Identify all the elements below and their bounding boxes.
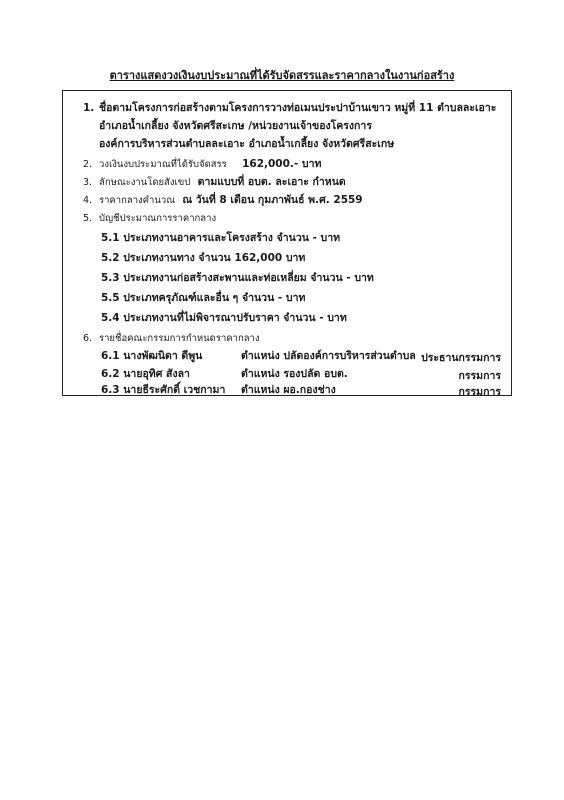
item-6-number: 6. [83,333,93,344]
item-5-sub-4: 5.5 ประเภทครุภัณฑ์และอื่น ๆ จำนวน - บาท [101,292,306,304]
item-5-number: 5. [83,213,93,224]
item-3-value: ตามแบบที่ อบต. ละเอาะ กำหนด [197,176,346,188]
item-2 [83,157,321,172]
item-3-label: ลักษณะงานโดยสังเขป [99,177,191,188]
member-1-name: 6.1 นางพัฒนิดา ดีพูน [101,350,203,362]
member-3-position: ตำแหน่ง ผอ.กองช่าง [241,384,336,396]
item-4-number: 4. [83,195,93,206]
member-1-role: ประธานกรรมการ [421,352,501,364]
member-2-role: กรรมการ [458,370,501,382]
item-4-value: ณ วันที่ 8 เดือน กุมภาพันธ์ พ.ศ. 2559 [182,194,363,206]
item-1-line-1: 1. ชื่อตามโครงการก่อสร้างตามโครงการวางท่อเมนประปาบ้านเขาว หมู่ที่ 11 ตำบลละเอาะ [83,102,497,114]
member-3-role: กรรมการ [458,386,501,398]
item-5-sub-1: 5.1 ประเภทงานอาคารและโครงสร้าง จำนวน - บาท [101,232,341,244]
item-6-label: รายชื่อคณะกรรมการกำหนดราคากลาง [99,333,260,344]
item-5 [83,211,216,226]
item-3 [83,175,346,190]
item-5-sub-5: 5.4 ประเภทงานที่ไม่พิจารณาปรับราคา จำนวน - บาท [101,312,347,324]
member-1-position: ตำแหน่ง ปลัดองค์การบริหารส่วนตำบล [241,350,416,362]
item-3-number: 3. [83,177,93,188]
item-5-sub-2: 5.2 ประเภทงานทาง จำนวน 162,000 บาท [101,252,306,264]
document-title: ตารางแสดงวงเงินงบประมาณที่ได้รับจัดสรรและราคากลางในงานก่อสร้าง [109,69,455,82]
item-2-label: วงเงินงบประมาณที่ได้รับจัดสรร [99,159,227,170]
item-2-number: 2. [83,159,93,170]
item-2-value: 162,000.- บาท [242,158,322,170]
budget-table-box [62,90,512,396]
item-1-line-3: องค์การบริหารส่วนตำบลละเอาะ อำเภอน้ำเกลี้ยง จังหวัดศรีสะเกษ [99,138,395,150]
item-6 [83,331,260,346]
member-2-name: 6.2 นายอุทิศ สังลา [101,368,190,380]
item-4 [83,193,363,208]
item-1-number: 1. [83,102,95,114]
member-2-position: ตำแหน่ง รองปลัด อบต. [241,368,348,380]
item-4-label: ราคากลางคำนวณ [99,195,176,206]
item-5-label: บัญชีประมาณการราคากลาง [99,213,217,224]
item-1-line-2: อำเภอน้ำเกลี้ยง จังหวัดศรีสะเกษ /หน่วยงานเจ้าของโครงการ [99,120,372,132]
member-3-name: 6.3 นายธีระศักดิ์ เวชกามา [101,384,226,396]
item-5-sub-3: 5.3 ประเภทงานก่อสร้างสะพานและท่อเหลี่ยม จำนวน - บาท [101,272,374,284]
